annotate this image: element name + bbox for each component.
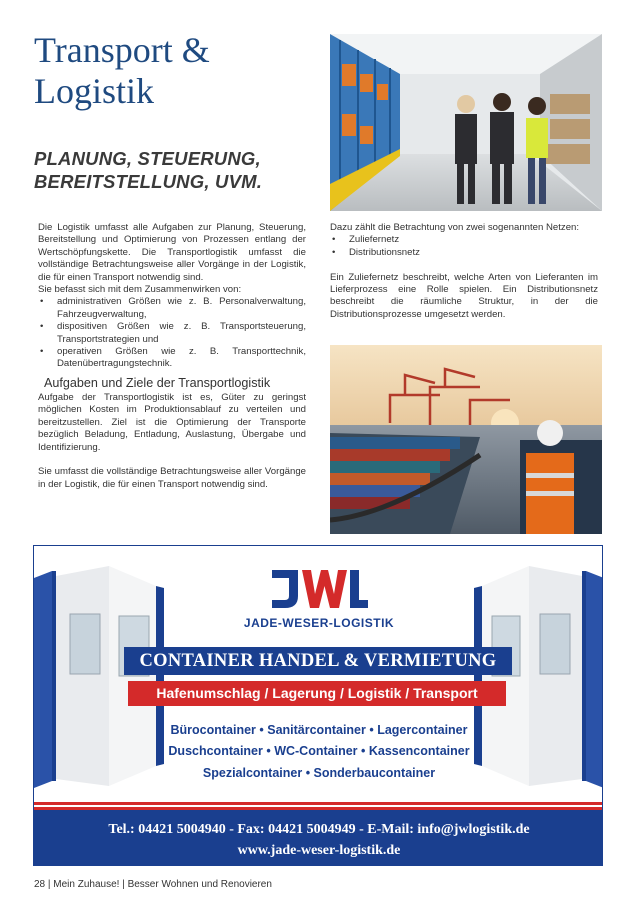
warehouse-photo: [330, 34, 602, 211]
title-line-1: Transport &: [34, 30, 210, 70]
page-footer: 28 | Mein Zuhause! | Besser Wohnen und Renovieren: [34, 879, 272, 890]
right-intro: Dazu zählt die Betrachtung von zwei sogenannten Netzen:: [330, 222, 580, 233]
left-intro: Die Logistik umfasst alle Aufgaben zur Planung, Steuerung, Bereitstellung und Optimierung von Prozessen entlang der Wertschöpfungskette. Die Transportlogistik umfasst die vollständige Betrachtungsweise aller Vorgänge in der Logistik, die für einen Transport notwendig sind.: [38, 222, 306, 283]
ad-headline: CONTAINER HANDEL & VERMIETUNG: [124, 647, 512, 675]
ad-product-line-3: Spezialcontainer • Sonderbaucontainer: [202, 766, 436, 780]
right-bullet-list: [330, 234, 598, 259]
ad-divider-stripes: [34, 802, 603, 810]
list-item: • Distributionsnetz: [330, 247, 598, 259]
subtitle-line-2: BEREITSTELLUNG, UVM.: [34, 171, 263, 192]
list-item: • administrativen Größen wie z. B. Personalverwaltung, Fahrzeugverwaltung,: [38, 296, 306, 321]
right-column: [330, 222, 598, 321]
title-line-2: Logistik: [34, 71, 155, 111]
ad-contact-bar: [34, 810, 603, 866]
section-heading: Aufgaben und Ziele der Transportlogistik: [44, 375, 271, 390]
section-text: Aufgabe der Transportlogistik ist es, Güter zu geringst möglichen Kosten im Produktionsablauf zu verteilen und bereitzustellen. Ziel ist die Optimierung der Transporte bezüglich Beladung, Entladung, Auslastung, Übergabe und Identifizierung.: [38, 391, 306, 453]
section-text-2: Sie umfasst die vollständige Betrachtungsweise aller Vorgänge in der Logistik, die für einen Transport notwendig sind.: [38, 466, 306, 490]
subtitle-line-1: PLANUNG, STEUERUNG,: [34, 148, 261, 169]
right-text: Ein Zuliefernetz beschreibt, welche Arten von Lieferanten im Lieferprozess eine Rolle spielen. Ein Distributionsnetz beschreibt die räumliche Struktur, in der die Distributionsprozesse umgesetzt werden.: [330, 271, 598, 320]
advertisement: [33, 545, 603, 866]
list-item: • Zuliefernetz: [330, 234, 598, 246]
company-name: JADE-WESER-LOGISTIK: [243, 616, 395, 630]
left-relation: Sie befasst sich mit dem Zusammenwirken von:: [38, 284, 242, 296]
list-item: • operativen Größen wie z. B. Transporttechnik, Datenübertragungstechnik.: [38, 346, 306, 371]
ad-contact-info: Tel.: 04421 5004940 - Fax: 04421 5004949 - E-Mail: info@jwlogistik.de: [108, 822, 530, 837]
left-column: [38, 222, 306, 491]
jwl-logo: [268, 564, 370, 612]
ad-product-line-1: Bürocontainer • Sanitärcontainer • Lagercontainer: [170, 723, 468, 737]
article-title: [34, 30, 314, 112]
ad-services: Hafenumschlag / Lagerung / Logistik / Transport: [128, 681, 506, 706]
list-item: • dispositiven Größen wie z. B. Transportsteuerung, Transportstrategien und: [38, 321, 306, 346]
ad-product-line-2: Duschcontainer • WC-Container • Kassencontainer: [168, 744, 470, 758]
port-photo: [330, 345, 602, 534]
article-subtitle: [34, 147, 324, 193]
left-bullet-list: [38, 296, 306, 370]
ad-website: www.jade-weser-logistik.de: [237, 843, 401, 858]
